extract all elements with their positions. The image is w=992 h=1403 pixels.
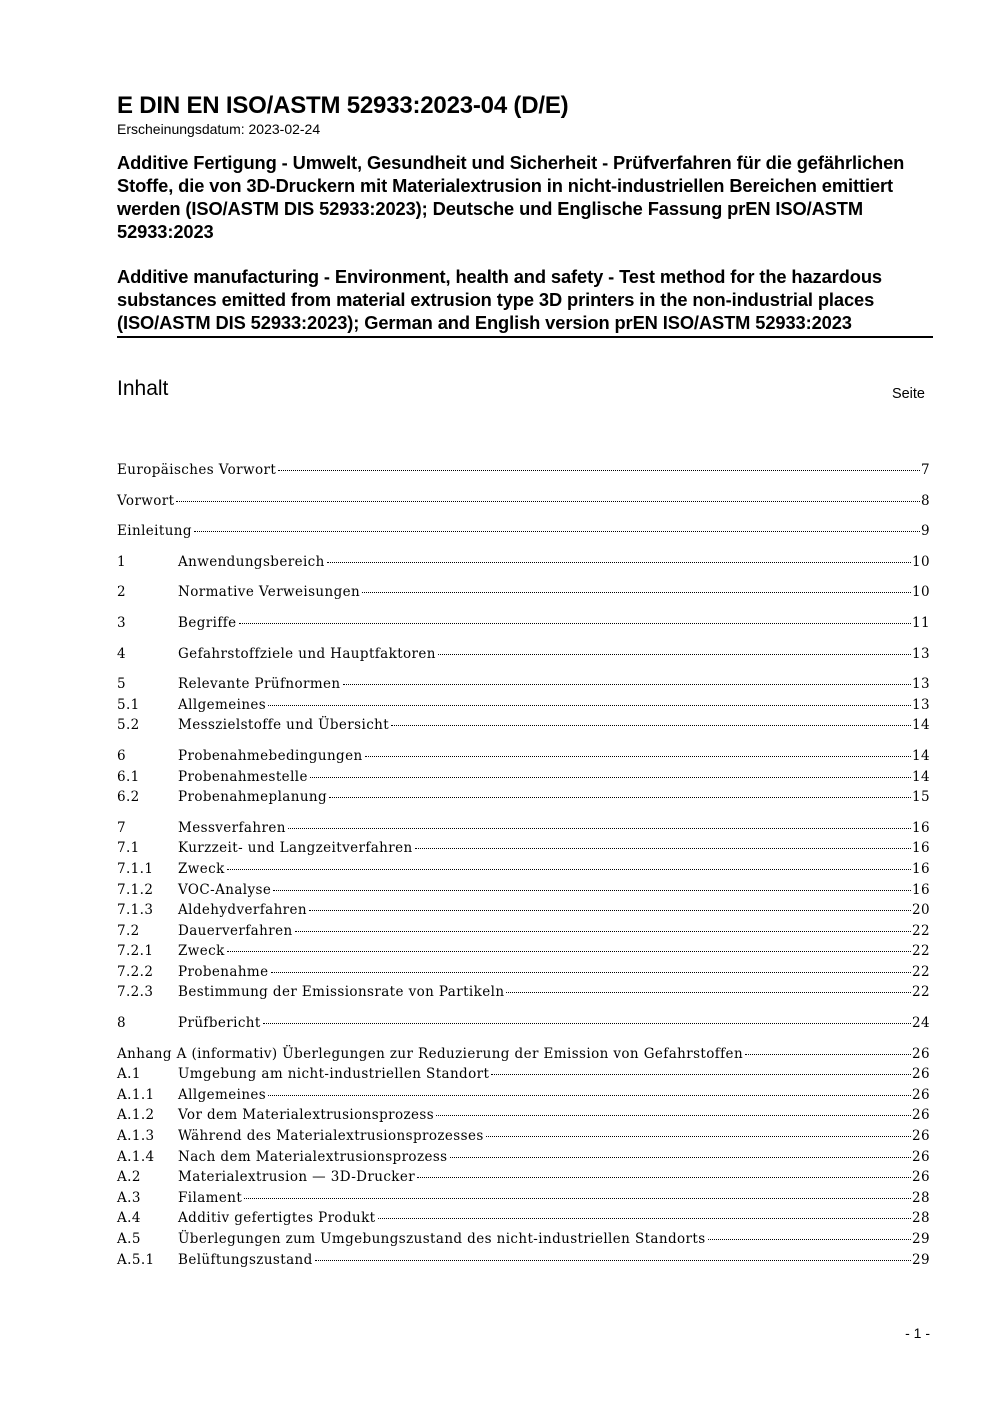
toc-entry[interactable]: [117, 1231, 930, 1252]
toc-entry-page: 22: [912, 984, 930, 1001]
toc-entry-title: Begriffe: [178, 614, 237, 631]
toc-entry-title: Zweck: [178, 860, 225, 877]
toc-entry-number: 5.2: [117, 717, 140, 734]
toc-entry[interactable]: [117, 1015, 930, 1036]
toc-entry-number: 7.1.1: [117, 860, 154, 877]
toc-entry-page: 15: [912, 789, 930, 806]
toc-entry-number: 8: [117, 1015, 126, 1032]
toc-entry[interactable]: [117, 748, 930, 769]
toc-entry-title: Bestimmung der Emissionsrate von Partikeln: [178, 984, 505, 1001]
toc-entry[interactable]: [117, 1128, 930, 1149]
title-english: Additive manufacturing - Environment, health and safety - Test method for the hazardous substances emitted from material extrusion type 3D printers in the non-industrial places (ISO/ASTM DIS 52933:2023); German and English version prEN ISO/ASTM 52933:2023: [117, 266, 882, 333]
toc-entry-number: 7.2: [117, 922, 140, 939]
toc-leader-dots: [176, 501, 920, 502]
toc-entry-page: 13: [912, 676, 930, 693]
toc-entry-title: Messverfahren: [178, 819, 286, 836]
toc-entry-page: 26: [912, 1128, 930, 1145]
toc-leader-dots: [227, 869, 911, 870]
toc-heading: Inhalt: [117, 377, 169, 400]
toc-entry[interactable]: [117, 964, 930, 985]
toc-entry[interactable]: [117, 984, 930, 1005]
toc-entry-page: 14: [912, 768, 930, 785]
toc-leader-dots: [329, 797, 911, 798]
toc-leader-dots: [391, 725, 911, 726]
toc-entry-title: Allgemeines: [178, 1086, 267, 1103]
toc-entry[interactable]: [117, 697, 930, 718]
toc-leader-dots: [227, 951, 911, 952]
toc-leader-dots: [310, 777, 911, 778]
toc-entry-page: 26: [912, 1066, 930, 1083]
toc-entry-title: Additiv gefertigtes Produkt: [178, 1210, 376, 1227]
toc-leader-dots: [309, 910, 911, 911]
toc-entry-page: 22: [912, 922, 930, 939]
toc-entry[interactable]: [117, 1252, 930, 1273]
toc-leader-dots: [239, 623, 912, 624]
toc-entry-number: 6.2: [117, 789, 140, 806]
toc-entry[interactable]: [117, 1169, 930, 1190]
toc-entry-number: A.1: [117, 1066, 141, 1083]
toc-page-label: Seite: [891, 386, 925, 402]
toc-entry-number: A.1.2: [117, 1107, 155, 1124]
toc-entry-number: A.1.4: [117, 1148, 155, 1165]
toc-entry-page: 26: [912, 1169, 930, 1186]
toc-entry[interactable]: [117, 902, 930, 923]
toc-entry-title: Probenahmestelle: [178, 768, 308, 785]
toc-entry-title: Materialextrusion — 3D-Drucker: [178, 1169, 416, 1186]
toc-entry-page: 22: [912, 963, 930, 980]
toc-entry-number: A.5: [117, 1231, 141, 1247]
toc-entry-number: 1: [117, 553, 126, 570]
toc-leader-dots: [708, 1239, 911, 1240]
toc-entry[interactable]: [117, 820, 930, 841]
toc-entry-title: Normative Verweisungen: [178, 584, 361, 601]
toc-entry[interactable]: [117, 1066, 930, 1087]
toc-entry-page: 7: [921, 462, 930, 478]
toc-leader-dots: [745, 1054, 911, 1055]
toc-entry[interactable]: [117, 615, 930, 636]
toc-entry-page: 26: [912, 1086, 930, 1103]
toc-entry-number: 7: [117, 819, 126, 836]
toc-leader-dots: [415, 848, 911, 849]
toc-entry-number: A.1.3: [117, 1128, 155, 1145]
table-of-contents: [117, 462, 930, 1272]
toc-entry-title: Umgebung am nicht-industriellen Standort: [178, 1066, 490, 1083]
page-number: - 1 -: [905, 1325, 930, 1341]
toc-entry[interactable]: [117, 493, 930, 514]
toc-leader-dots: [263, 1023, 911, 1024]
toc-entry-title: Vorwort: [117, 492, 175, 509]
toc-entry[interactable]: [117, 1107, 930, 1128]
toc-entry[interactable]: [117, 923, 930, 944]
toc-entry-title: Relevante Prüfnormen: [178, 676, 341, 693]
toc-entry-number: 5: [117, 676, 126, 693]
toc-entry[interactable]: [117, 1046, 930, 1067]
toc-leader-dots: [417, 1177, 911, 1178]
toc-entry-page: 26: [912, 1107, 930, 1124]
toc-entry-page: 29: [912, 1251, 930, 1268]
toc-entry-title: VOC-Analyse: [178, 881, 272, 898]
toc-entry-page: 13: [912, 696, 930, 713]
toc-entry-title: Prüfbericht: [178, 1015, 261, 1032]
toc-entry-title: Zweck: [178, 943, 225, 960]
toc-entry-number: 7.1.3: [117, 902, 154, 919]
toc-header: [117, 376, 933, 406]
toc-entry-page: 24: [912, 1015, 930, 1032]
toc-entry-number: 7.2.3: [117, 984, 154, 1001]
toc-leader-dots: [362, 592, 911, 593]
toc-entry-number: A.4: [117, 1210, 141, 1227]
toc-entry[interactable]: [117, 676, 930, 697]
toc-entry-number: 4: [117, 645, 126, 662]
toc-entry-title: Dauerverfahren: [178, 922, 293, 939]
toc-leader-dots: [378, 1218, 912, 1219]
toc-leader-dots: [365, 756, 911, 757]
toc-entry[interactable]: [117, 943, 930, 964]
toc-entry-page: 16: [912, 840, 930, 857]
document-header: [117, 92, 933, 406]
toc-leader-dots: [506, 992, 911, 993]
toc-entry-number: 7.2.2: [117, 963, 154, 980]
toc-entry-number: 7.1: [117, 840, 140, 857]
toc-entry-number: A.2: [117, 1169, 141, 1186]
toc-entry-title: Allgemeines: [178, 696, 267, 713]
toc-entry-page: 28: [912, 1210, 930, 1227]
toc-leader-dots: [438, 654, 911, 655]
toc-entry-number: 3: [117, 614, 126, 631]
toc-entry-page: 28: [912, 1189, 930, 1206]
toc-entry-title: Gefahrstoffziele und Hauptfaktoren: [178, 645, 436, 662]
toc-entry[interactable]: [117, 584, 930, 605]
toc-entry-page: 16: [912, 819, 930, 836]
toc-leader-dots: [486, 1136, 911, 1137]
toc-entry-page: 14: [912, 747, 930, 764]
toc-entry-title: Probenahmeplanung: [178, 789, 328, 806]
toc-entry[interactable]: [117, 769, 930, 790]
toc-entry-title: Anhang A (informativ) Überlegungen zur Reduzierung der Emission von Gefahrstoffen: [117, 1045, 744, 1062]
toc-entry-title: Überlegungen zum Umgebungszustand des nicht-industriellen Standorts: [178, 1231, 706, 1247]
toc-leader-dots: [194, 531, 920, 532]
toc-entry-page: 10: [912, 584, 930, 601]
toc-entry-number: A.5.1: [117, 1251, 155, 1268]
toc-leader-dots: [450, 1157, 912, 1158]
document-title: E DIN EN ISO/ASTM 52933:2023-04 (D/E): [117, 92, 569, 119]
toc-leader-dots: [315, 1260, 911, 1261]
toc-leader-dots: [288, 828, 911, 829]
toc-leader-dots: [491, 1074, 911, 1075]
toc-entry-page: 22: [912, 943, 930, 960]
title-german: Additive Fertigung - Umwelt, Gesundheit und Sicherheit - Prüfverfahren für die gefährlichen Stoffe, die von 3D-Druckern mit Materialextrusion in nicht-industriellen Bereichen emittiert werden (ISO/ASTM DIS 52933:2023); Deutsche und Englische Fassung prEN ISO/ASTM 52933:2023: [117, 152, 905, 242]
toc-entry-page: 29: [912, 1231, 930, 1247]
toc-leader-dots: [327, 562, 911, 563]
toc-entry-page: 10: [912, 553, 930, 570]
toc-entry[interactable]: [117, 462, 930, 483]
toc-entry-page: 14: [912, 717, 930, 734]
toc-leader-dots: [271, 972, 911, 973]
toc-entry-title: Messzielstoffe und Übersicht: [178, 717, 390, 734]
toc-entry-number: 6: [117, 747, 126, 764]
toc-entry-number: 7.1.2: [117, 881, 154, 898]
toc-entry-title: Nach dem Materialextrusionsprozess: [178, 1148, 448, 1165]
toc-leader-dots: [295, 931, 911, 932]
toc-entry-title: Probenahme: [178, 963, 269, 980]
toc-entry[interactable]: [117, 1087, 930, 1108]
toc-entry-title: Anwendungsbereich: [178, 553, 325, 570]
toc-entry-page: 9: [921, 523, 930, 540]
toc-entry-number: A.1.1: [117, 1086, 155, 1103]
toc-entry-title: Kurzzeit- und Langzeitverfahren: [178, 840, 413, 857]
toc-entry-title: Probenahmebedingungen: [178, 747, 363, 764]
toc-entry[interactable]: [117, 554, 930, 575]
toc-entry[interactable]: [117, 717, 930, 738]
toc-entry-number: A.3: [117, 1189, 141, 1206]
toc-entry-page: 16: [912, 881, 930, 898]
toc-entry[interactable]: [117, 646, 930, 667]
toc-entry-number: 6.1: [117, 768, 140, 785]
toc-entry[interactable]: [117, 1210, 930, 1231]
toc-entry-page: 13: [912, 645, 930, 662]
toc-entry[interactable]: [117, 840, 930, 861]
title-rule: [117, 336, 933, 338]
toc-leader-dots: [273, 890, 911, 891]
toc-entry[interactable]: [117, 882, 930, 903]
toc-entry-title: Belüftungszustand: [178, 1251, 313, 1268]
toc-entry[interactable]: [117, 523, 930, 544]
toc-entry-title: Während des Materialextrusionsprozesses: [178, 1128, 484, 1145]
toc-entry-title: Aldehydverfahren: [178, 902, 308, 919]
toc-entry-title: Europäisches Vorwort: [117, 462, 277, 478]
toc-leader-dots: [278, 470, 920, 471]
toc-leader-dots: [268, 705, 911, 706]
toc-leader-dots: [436, 1115, 911, 1116]
toc-entry-title: Filament: [178, 1189, 243, 1206]
toc-entry-number: 2: [117, 584, 126, 601]
toc-entry-page: 8: [921, 492, 930, 509]
toc-entry-title: Vor dem Materialextrusionsprozess: [178, 1107, 435, 1124]
toc-leader-dots: [343, 684, 911, 685]
toc-entry[interactable]: [117, 1149, 930, 1170]
toc-entry-page: 26: [912, 1148, 930, 1165]
toc-entry[interactable]: [117, 1190, 930, 1211]
toc-entry-page: 26: [912, 1045, 930, 1062]
toc-entry-title: Einleitung: [117, 523, 192, 540]
toc-entry-page: 16: [912, 860, 930, 877]
toc-entry-page: 20: [912, 902, 930, 919]
toc-entry[interactable]: [117, 861, 930, 882]
toc-leader-dots: [244, 1198, 911, 1199]
publication-date: Erscheinungsdatum: 2023-02-24: [117, 121, 321, 137]
toc-leader-dots: [268, 1095, 911, 1096]
toc-entry[interactable]: [117, 789, 930, 810]
toc-entry-number: 5.1: [117, 696, 140, 713]
toc-entry-number: 7.2.1: [117, 943, 154, 960]
toc-entry-page: 11: [912, 614, 930, 631]
